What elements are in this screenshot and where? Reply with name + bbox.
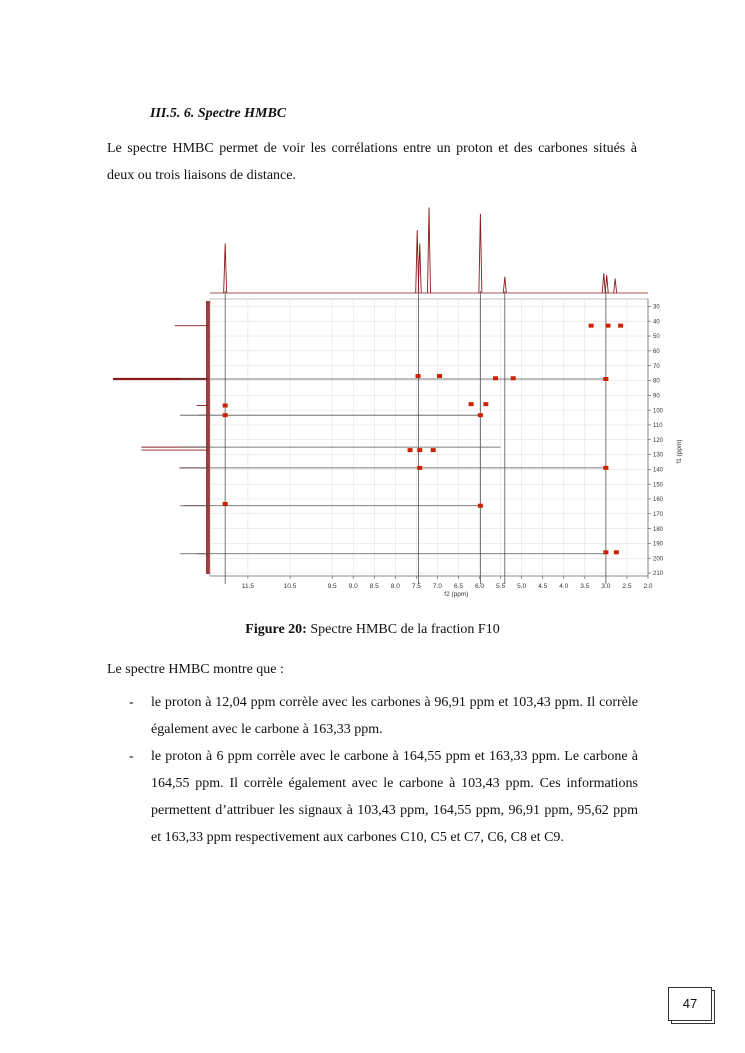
y-tick-label: 70 [653, 363, 660, 370]
x-tick-label: 6.0 [475, 583, 485, 590]
x-tick-label: 3.5 [580, 583, 590, 590]
y-tick-label: 100 [653, 408, 664, 415]
cross-peaks [223, 324, 623, 555]
x-tick-label: 4.0 [559, 583, 569, 590]
y-axis-ticks [648, 299, 664, 577]
x-tick-label: 7.5 [411, 583, 421, 590]
x-tick-label: 9.0 [348, 583, 358, 590]
f2-projection-peak [224, 244, 227, 294]
y-tick-label: 90 [653, 393, 660, 400]
cross-peak [437, 374, 442, 378]
x-tick-label: 2.5 [622, 583, 632, 590]
f2-projection-peak [602, 273, 605, 293]
f2-projection-peak [479, 214, 482, 293]
cross-peak [408, 448, 413, 452]
f2-projection-peak [614, 279, 617, 293]
cross-peak [469, 402, 474, 406]
x-tick-label: 7.0 [432, 583, 442, 590]
cross-peak [417, 466, 422, 470]
cross-peak [589, 324, 594, 328]
x-tick-label: 5.5 [496, 583, 506, 590]
f2-projection-peak [605, 275, 608, 293]
cross-peak [478, 413, 483, 417]
y-tick-label: 110 [653, 423, 663, 430]
y-tick-label: 160 [653, 497, 664, 504]
y-tick-label: 130 [653, 452, 664, 459]
y-tick-label: 40 [653, 319, 660, 326]
bullet-dash: - [129, 749, 134, 764]
x-axis-label: f2 (ppm) [444, 591, 469, 598]
y-tick-label: 200 [653, 556, 664, 563]
cross-peak [511, 376, 516, 380]
cross-peak [618, 324, 623, 328]
x-tick-label: 8.0 [390, 583, 400, 590]
x-tick-label: 10.5 [283, 583, 297, 590]
correlation-lines [180, 291, 606, 584]
f1-projection [113, 301, 210, 574]
plot-grid [210, 299, 648, 576]
f2-projection-peak [428, 208, 431, 294]
bullet-dash: - [129, 695, 134, 710]
y-tick-label: 170 [653, 511, 664, 518]
y-tick-label: 80 [653, 378, 660, 385]
y-tick-label: 50 [653, 334, 660, 341]
x-tick-label: 11.5 [241, 583, 254, 590]
y-tick-label: 210 [653, 571, 664, 578]
results-list [107, 689, 638, 851]
y-tick-label: 150 [653, 482, 664, 489]
list-item-text: le proton à 12,04 ppm corrèle avec les carbones à 96,91 ppm et 103,43 ppm. Il corrèle également avec le carbone à 163,33 ppm. [151, 695, 638, 737]
f2-projection [210, 208, 648, 294]
x-tick-label: 8.5 [369, 583, 379, 590]
y-tick-label: 180 [653, 526, 664, 533]
cross-peak [603, 550, 608, 554]
x-tick-label: 9.5 [327, 583, 337, 590]
x-axis-ticks [210, 576, 653, 590]
plot-frame [210, 299, 648, 576]
y-tick-label: 60 [653, 349, 660, 356]
list-item [107, 743, 638, 851]
x-tick-label: 4.5 [538, 583, 548, 590]
x-tick-label: 5.0 [517, 583, 527, 590]
f2-projection-peak [503, 277, 506, 293]
cross-peak [603, 377, 608, 381]
x-tick-label: 6.5 [453, 583, 464, 590]
cross-peak [223, 413, 228, 417]
section-heading: III.5. 6. Spectre HMBC [150, 106, 287, 121]
x-tick-label: 2.0 [643, 583, 653, 590]
y-axis-label: f1 (ppm) [676, 439, 683, 464]
list-item-text: le proton à 6 ppm corrèle avec le carbone à 164,55 ppm et 163,33 ppm. Le carbone à 164,55 ppm. Il corrèle également avec le carbone à 103,43 ppm. Ces informations permettent d’attribuer les signaux à 103,43 ppm, 164,55 ppm, 96,91 ppm, 95,62 ppm et 163,33 ppm respectivement aux carbones C10, C5 et C7, C6, C8 et C9. [151, 749, 638, 845]
cross-peak [417, 448, 422, 452]
x-tick-label: 3.0 [601, 583, 611, 590]
cross-peak [223, 502, 228, 506]
cross-peak [483, 402, 488, 406]
cross-peak [614, 550, 619, 554]
f2-projection-peak [418, 244, 421, 294]
intro-paragraph: Le spectre HMBC permet de voir les corrélations entre un proton et des carbones situés à deux ou trois liaisons de distance. [107, 141, 637, 183]
cross-peak [605, 324, 610, 328]
f1-projection-noise [206, 301, 210, 574]
page-number: 47 [668, 987, 712, 1021]
caption-text: Spectre HMBC de la fraction F10 [306, 622, 500, 637]
y-tick-label: 190 [653, 541, 664, 548]
figure-caption [0, 622, 745, 638]
y-tick-label: 30 [653, 304, 660, 311]
y-tick-label: 120 [653, 437, 664, 444]
hmbc-spectrum-figure [0, 195, 745, 605]
cross-peak [478, 504, 483, 508]
cross-peak [493, 376, 498, 380]
cross-peak [223, 404, 228, 408]
results-lead: Le spectre HMBC montre que : [107, 662, 284, 677]
list-item [107, 689, 638, 743]
cross-peak [431, 448, 436, 452]
cross-peak [416, 374, 421, 378]
y-tick-label: 140 [653, 467, 664, 474]
cross-peak [603, 466, 608, 470]
caption-label: Figure 20: [245, 622, 307, 637]
